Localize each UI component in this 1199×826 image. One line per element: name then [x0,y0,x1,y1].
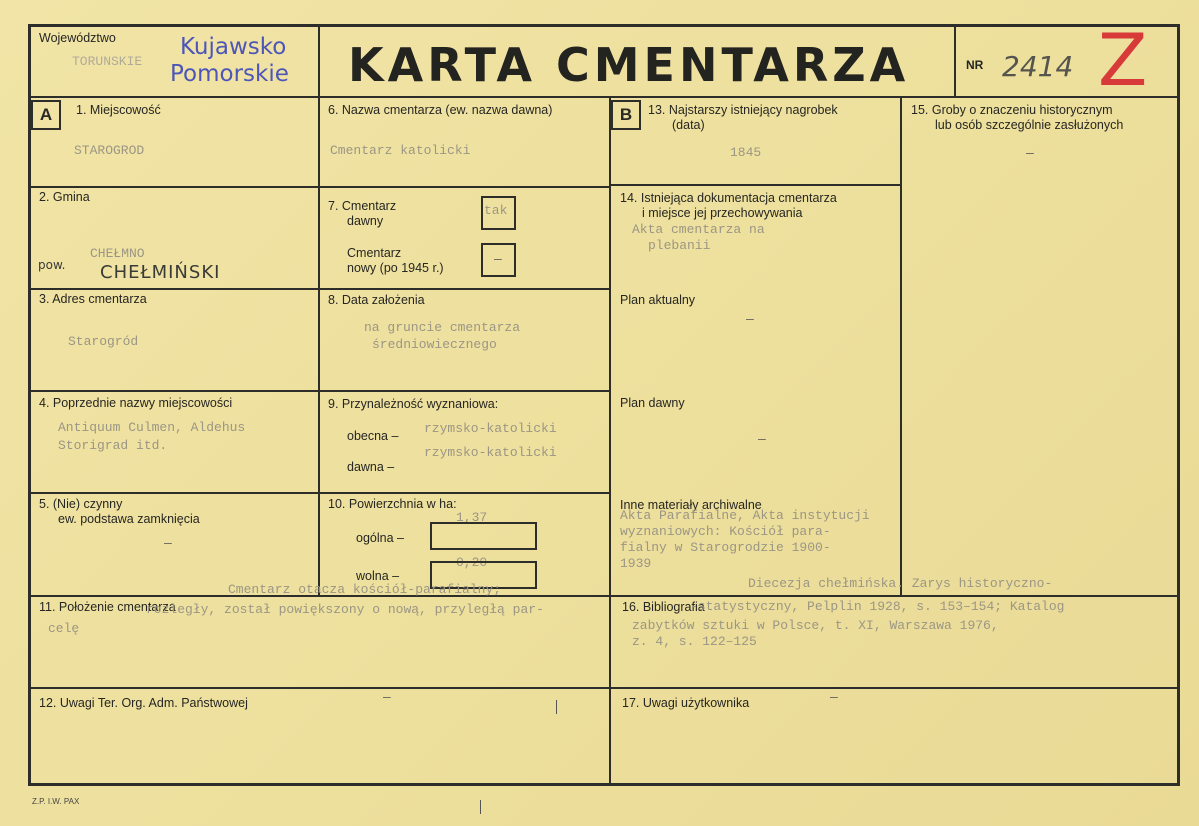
plan-aktualny-label: Plan aktualny [620,293,696,307]
wojewodztwo-stamp-line-1: Kujawsko [180,34,287,60]
f7-dawny-label-line-1: 7. Cmentarz [328,199,397,213]
plan-dawny-value: – [758,430,766,446]
f10-wolna-value: 0,20 [456,555,488,570]
f5-value: – [164,534,172,550]
nr-value: 2414 [1002,50,1074,83]
bottom-row-line [28,687,1180,689]
row-line-3 [28,390,610,392]
f15-value: – [1026,144,1034,160]
row-line-1 [28,186,610,188]
f9-dawna-label: dawna – [347,460,395,474]
f12-label: 12. Uwagi Ter. Org. Adm. Państwowej [39,696,248,710]
nr-red-mark: Z [1098,18,1148,102]
f10-wolna-label: wolna – [356,569,400,583]
section-a-badge: A [31,100,61,130]
header-line-1 [318,24,320,98]
wojewodztwo-label: Województwo [39,31,116,45]
f15-label-line-2: lub osób szczególnie zasłużonych [935,118,1124,132]
f4-label: 4. Poprzednie nazwy miejscowości [39,396,233,410]
f8-value-line-2: średniowiecznego [372,337,497,352]
f9-dawna-value: rzymsko-katolicki [424,445,557,460]
col-divider-b [900,96,902,596]
card-title: KARTA CMENTARZA [348,38,910,92]
f15-label-line-1: 15. Groby o znaczeniu historycznym [911,103,1113,117]
f14-label-line-2: i miejsce jej przechowywania [642,206,803,220]
f17-value: – [830,688,838,704]
wojewodztwo-stamp-line-2: Pomorskie [170,61,289,87]
f1-value: STAROGROD [74,143,145,158]
f9-obecna-label: obecna – [347,429,399,443]
f7-dawny-value: tak [484,203,508,218]
f14-label-line-1: 14. Istniejąca dokumentacja cmentarza [620,191,837,205]
plan-dawny-label: Plan dawny [620,396,685,410]
inne-label: Inne materiały archiwalne [620,498,762,512]
f16-value-line-1: Diecezja chełmińska. Zarys historyczno- [748,576,1053,591]
f2-label: 2. Gmina [39,190,90,204]
f5-label-line-1: 5. (Nie) czynny [39,497,123,511]
f14-value-line-2: plebanii [648,238,711,253]
f12-value: – [383,688,391,704]
f14-value-line-1: Akta cmentarza na [632,222,765,237]
f13-label-line-2: (data) [672,118,705,132]
f8-value-line-1: na gruncie cmentarza [364,320,521,335]
f1-label: 1. Miejscowość [76,103,161,117]
header-divider [28,96,1180,98]
f7-nowy-label-line-2: nowy (po 1945 r.) [347,261,444,275]
f3-label: 3. Adres cmentarza [39,292,147,306]
f11-value-line-2: rozległy, został powiększony o nową, przyległą par- [146,602,544,617]
f13-label-line-1: 13. Najstarszy istniejący nagrobek [648,103,838,117]
inne-value-line-1: Akta Parafialne, Akta instytucji [620,508,870,523]
f16-value-line-4: z. 4, s. 122–125 [632,634,757,649]
f4-value-line-2: Storigrad itd. [58,438,168,453]
f8-label: 8. Data założenia [328,293,425,307]
f5-label-line-2: ew. podstawa zamknięcia [58,512,200,526]
f16-label: 16. Bibliografia [622,600,705,614]
f10-ogolna-label: ogólna – [356,531,404,545]
f4-value-line-1: Antiquum Culmen, Aldehus [58,420,246,435]
f7-nowy-value: – [494,250,502,266]
f11-label: 11. Położenie cmentarza [39,600,176,614]
f9-obecna-value: rzymsko-katolicki [424,421,557,436]
f7-dawny-label-line-2: dawny [347,214,384,228]
f2-value-hand: CHEŁMIŃSKI [100,262,221,283]
col-divider-mid [609,96,611,786]
f16-value-line-3: zabytków sztuki w Polsce, t. XI, Warszawa 1976, [632,618,999,633]
f17-label: 17. Uwagi użytkownika [622,696,750,710]
f2-pow-label: pow. [38,258,66,272]
f16-value-line-2: -statystyczny, Pelplin 1928, s. 153–154; Katalog [690,599,1065,614]
f11-value-line-3: celę [48,621,80,636]
inne-value-line-2: wyznaniowych: Kościół para- [620,524,831,539]
inne-value-line-3: fialny w Starogrodzie 1900- [620,540,831,555]
f3-value: Starogród [68,334,139,349]
f6-label: 6. Nazwa cmentarza (ew. nazwa dawna) [328,103,553,117]
printer-imprint: Z.P. I.W. PAX [32,797,80,806]
f9-label: 9. Przynależność wyznaniowa: [328,397,499,411]
fold-mark-mid [556,700,557,714]
f6-value: Cmentarz katolicki [330,143,471,158]
wojewodztwo-typed: TORUNSKIE [72,54,143,69]
fold-mark-bottom [480,800,481,814]
col-divider-a [318,96,320,596]
f10-label: 10. Powierzchnia w ha: [328,497,457,511]
header-line-2 [954,24,956,98]
row-line-b1 [609,184,901,186]
nr-label: NR [966,58,984,72]
inne-value-line-4: 1939 [620,556,652,571]
f10-ogolna-box [430,522,537,550]
f2-value-typed: CHEŁMNO [90,246,145,261]
row-line-2 [28,288,610,290]
plan-aktualny-value: – [746,310,754,326]
f7-nowy-label-line-1: Cmentarz [347,246,402,260]
f10-ogolna-value: 1,37 [456,510,488,525]
f11-value-line-1: Cmentarz otacza kościół-parafialny; [228,582,502,597]
section-b-badge: B [611,100,641,130]
row-line-4 [28,492,610,494]
f13-value: 1845 [730,145,762,160]
